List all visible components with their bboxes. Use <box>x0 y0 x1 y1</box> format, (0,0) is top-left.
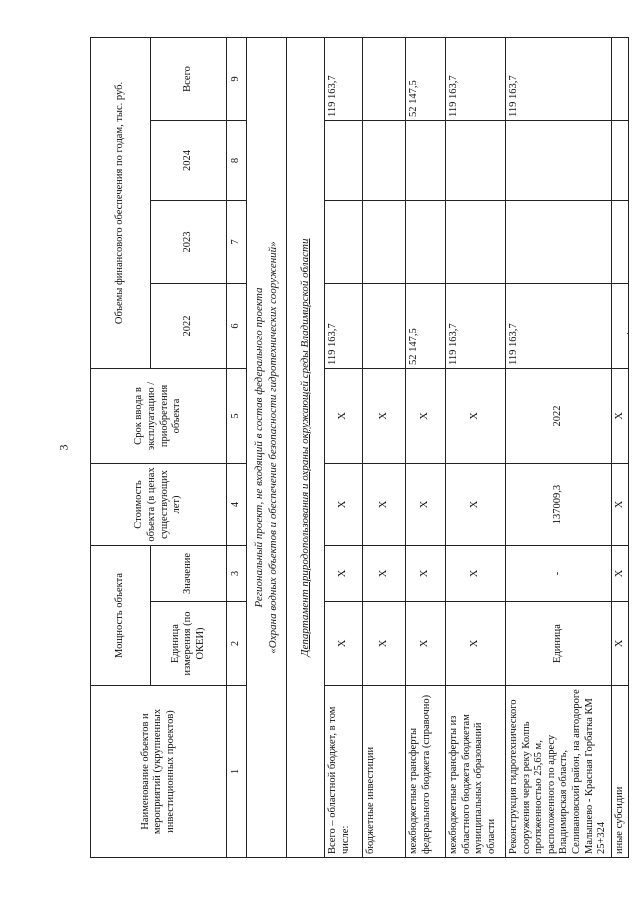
row-value: Х <box>363 546 406 602</box>
column-number: 4 <box>227 464 247 546</box>
row-2023 <box>611 201 629 284</box>
table-row <box>325 38 363 858</box>
row-2023 <box>325 201 363 284</box>
row-name: межбюджетные трансферты федерального бюджета (справочно) <box>406 686 446 858</box>
row-2022 <box>363 284 406 369</box>
row-2024 <box>325 121 363 201</box>
table-row <box>406 38 446 858</box>
department-row <box>287 38 325 858</box>
column-number: 9 <box>227 38 247 121</box>
table-row <box>506 38 612 858</box>
funding-table <box>90 37 629 858</box>
row-2022: 52 147,5 <box>406 284 446 369</box>
row-name: иные субсидии <box>611 686 629 858</box>
row-cost: Х <box>325 464 363 546</box>
row-cost: 137009,3 <box>506 464 612 546</box>
rotated-table-container <box>90 38 625 858</box>
column-numbers-row <box>227 38 247 858</box>
row-total: 52 147,5 <box>406 38 446 121</box>
row-2024 <box>506 121 612 201</box>
row-value: Х <box>446 546 506 602</box>
header-2022: 2022 <box>151 284 227 369</box>
section-title <box>247 38 287 858</box>
header-total: Всего <box>151 38 227 121</box>
row-value: Х <box>325 546 363 602</box>
header-name: Наименование объектов и мероприятий (укрупненных инвестиционных проектов) <box>91 686 227 858</box>
header-value: Значение <box>151 546 227 602</box>
row-2023 <box>406 201 446 284</box>
row-term: Х <box>325 369 363 464</box>
row-unit: Х <box>406 602 446 686</box>
row-term: Х <box>406 369 446 464</box>
row-unit: Х <box>611 602 629 686</box>
row-2022: 119 163,7 <box>446 284 506 369</box>
row-2024 <box>446 121 506 201</box>
row-2022: 119 163,7 <box>325 284 363 369</box>
column-number: 2 <box>227 602 247 686</box>
row-value: Х <box>406 546 446 602</box>
row-name: межбюджетные трансферты из областного бюджета бюджетам муниципальных образований области <box>446 686 506 858</box>
row-total: 119 163,7 <box>446 38 506 121</box>
header-capacity: Мощность объекта <box>91 546 151 686</box>
header-cost: Стоимость объекта (в ценах существующих лет) <box>91 464 227 546</box>
header-row-1 <box>91 38 151 858</box>
row-total <box>363 38 406 121</box>
column-number: 6 <box>227 284 247 369</box>
header-2023: 2023 <box>151 201 227 284</box>
column-number: 3 <box>227 546 247 602</box>
row-total: 119 163,7 <box>506 38 612 121</box>
row-name: Реконструкция гидротехнического сооружения через реку Колпь протяженностью 25,65 м, расположенного по адресу Владимирская область, Селивановский район, на автодороге Малышево - Красная Горбатка КМ 25+324 <box>506 686 612 858</box>
header-funding: Объемы финансового обеспечения по годам, тыс. руб. <box>91 38 151 369</box>
row-name: Всего – областной бюджет, в том числе: <box>325 686 363 858</box>
row-name: бюджетные инвестиции <box>363 686 406 858</box>
row-total <box>611 38 629 121</box>
department-cell <box>287 38 325 858</box>
row-value: Х <box>611 546 629 602</box>
row-2024 <box>611 121 629 201</box>
section-line-1: Региональный проект, не входящий в состав федерального проекта <box>253 287 266 608</box>
header-2024: 2024 <box>151 121 227 201</box>
row-cost: Х <box>363 464 406 546</box>
column-number: 7 <box>227 201 247 284</box>
row-term: Х <box>363 369 406 464</box>
header-commissioning: Срок ввода в эксплуатацию /приобретения объекта <box>91 369 227 464</box>
row-2023 <box>363 201 406 284</box>
row-2023 <box>446 201 506 284</box>
row-2022 <box>611 284 629 369</box>
section-title-row <box>247 38 287 858</box>
row-unit: Х <box>363 602 406 686</box>
department-name: Департамент природопользования и охраны окружающей среды Владимирской области <box>298 238 311 657</box>
row-term: Х <box>446 369 506 464</box>
header-unit: Единица измерения (по ОКЕИ) <box>151 602 227 686</box>
row-cost: Х <box>446 464 506 546</box>
row-2024 <box>406 121 446 201</box>
row-total: 119 163,7 <box>325 38 363 121</box>
row-2024 <box>363 121 406 201</box>
column-number: 5 <box>227 369 247 464</box>
row-unit: Единица <box>506 602 612 686</box>
column-number: 1 <box>227 686 247 858</box>
row-cost: Х <box>406 464 446 546</box>
table-row <box>446 38 506 858</box>
section-line-2: «Охрана водных объектов и обеспечение безопасности гидротехнических сооружений» <box>266 241 279 654</box>
row-2022: 119 163,7 <box>506 284 612 369</box>
column-number: 8 <box>227 121 247 201</box>
row-unit: Х <box>325 602 363 686</box>
row-value: - <box>506 546 612 602</box>
page-number: 3 <box>56 444 71 451</box>
table-row <box>363 38 406 858</box>
row-term: 2022 <box>506 369 612 464</box>
table-row <box>611 38 629 858</box>
row-2023 <box>506 201 612 284</box>
row-cost: Х <box>611 464 629 546</box>
row-unit: Х <box>446 602 506 686</box>
row-term: Х <box>611 369 629 464</box>
